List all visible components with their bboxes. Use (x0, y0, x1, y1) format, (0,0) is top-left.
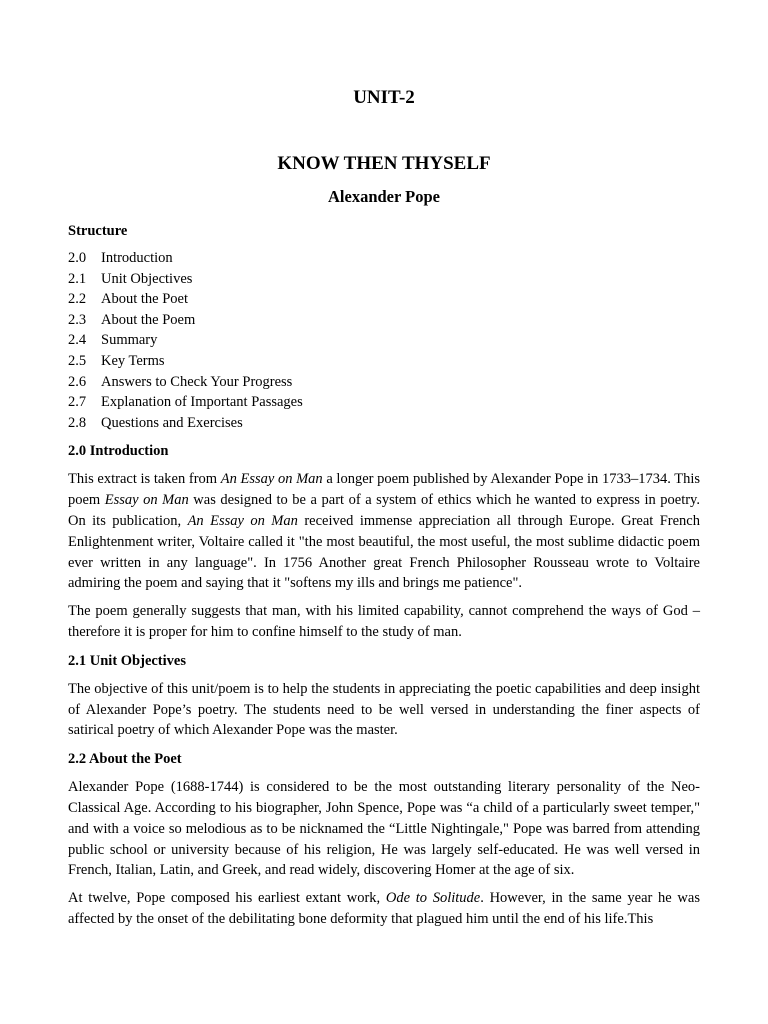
toc-item (68, 351, 700, 372)
introduction-paragraph-1 (68, 469, 700, 594)
toc-item-label: Summary (101, 332, 158, 349)
poet-paragraph-2 (68, 888, 700, 930)
unit-label: UNIT-2 (353, 87, 415, 108)
toc-item (68, 392, 700, 413)
text-run: This extract is taken from (68, 471, 221, 488)
toc-item (68, 289, 700, 310)
toc-item-number: 2.3 (68, 311, 87, 328)
italic-title: An Essay on Man (220, 471, 323, 488)
toc-item-number: 2.6 (68, 373, 87, 390)
toc-item-label: Unit Objectives (101, 270, 193, 287)
toc-item-label: About the Poet (101, 291, 188, 308)
toc-item-number: 2.4 (68, 332, 87, 349)
introduction-paragraph-2: The poem generally suggests that man, with his limited capability, cannot comprehend the ways of God – therefore it is proper for him to confine himself to the study of man. (68, 603, 700, 640)
italic-title: Essay on Man (104, 492, 189, 509)
text-run: was designed to be a part of a system of ethics which he wanted to express in poetry. On its publication, (68, 492, 700, 529)
toc-item-label: Answers to Check Your Progress (101, 373, 293, 390)
structure-heading: Structure (68, 223, 128, 239)
toc-item (68, 330, 700, 351)
structure-list (68, 248, 700, 433)
toc-item-number: 2.5 (68, 352, 87, 369)
toc-item-label: Introduction (101, 250, 173, 266)
text-run: . However, in the same year he was affected by the onset of the debilitating bone deformity that plagued him until the end of his life.This (68, 890, 700, 927)
toc-item-number: 2.7 (68, 394, 87, 411)
toc-item-number: 2.2 (68, 291, 87, 308)
toc-item-number: 2.0 (68, 250, 87, 266)
toc-item (68, 413, 700, 434)
introduction-heading: 2.0 Introduction (68, 443, 169, 460)
toc-item-label: About the Poem (101, 311, 196, 328)
text-run: At twelve, Pope composed his earliest extant work, (68, 890, 386, 907)
toc-item-label: Questions and Exercises (101, 414, 243, 431)
text-run: a longer poem published by Alexander Pope in 1733–1734. This poem (68, 471, 700, 509)
toc-item (68, 269, 700, 290)
page-title: KNOW THEN THYSELF (277, 153, 491, 174)
italic-title: Ode to Solitude (385, 890, 481, 907)
author-name: Alexander Pope (328, 187, 440, 206)
toc-item (68, 310, 700, 331)
toc-item-number: 2.8 (68, 414, 87, 431)
poet-heading: 2.2 About the Poet (68, 751, 182, 768)
toc-item-label: Key Terms (101, 352, 165, 369)
objectives-paragraph: The objective of this unit/poem is to help the students in appreciating the poetic capabilities and deep insight of Alexander Pope’s poetry. The students need to be well versed in understanding the finer aspects of satirical poetry of which Alexander Pope was the master. (68, 680, 700, 739)
toc-item-number: 2.1 (68, 270, 87, 287)
toc-item (68, 248, 700, 269)
toc-item-label: Explanation of Important Passages (101, 394, 303, 411)
poet-paragraph-1: Alexander Pope (1688-1744) is considered to be the most outstanding literary personality of the Neo-Classical Age. According to his biographer, John Spence, Pope was “a child of a particularly sweet temper," and with a voice so melodious as to be nicknamed the “Little Nightingale," Pope was barred from attending public school or university because of his religion, He was largely self-educated. He was well versed in French, Italian, Latin, and Greek, and read widely, discovering Homer at the age of six. (68, 779, 700, 879)
objectives-heading: 2.1 Unit Objectives (68, 652, 186, 669)
toc-item (68, 372, 700, 393)
text-run: received immense appreciation all through Europe. Great French Enlightenment writer, Voltaire called it "the most beautiful, the most useful, the most sublime didactic poem ever written in any language". In 1756 Another great French Philosopher Rousseau wrote to Voltaire admiring the poem and saying that it "softens my ills and brings me patience". (68, 512, 700, 592)
italic-title: An Essay on Man (187, 512, 298, 529)
